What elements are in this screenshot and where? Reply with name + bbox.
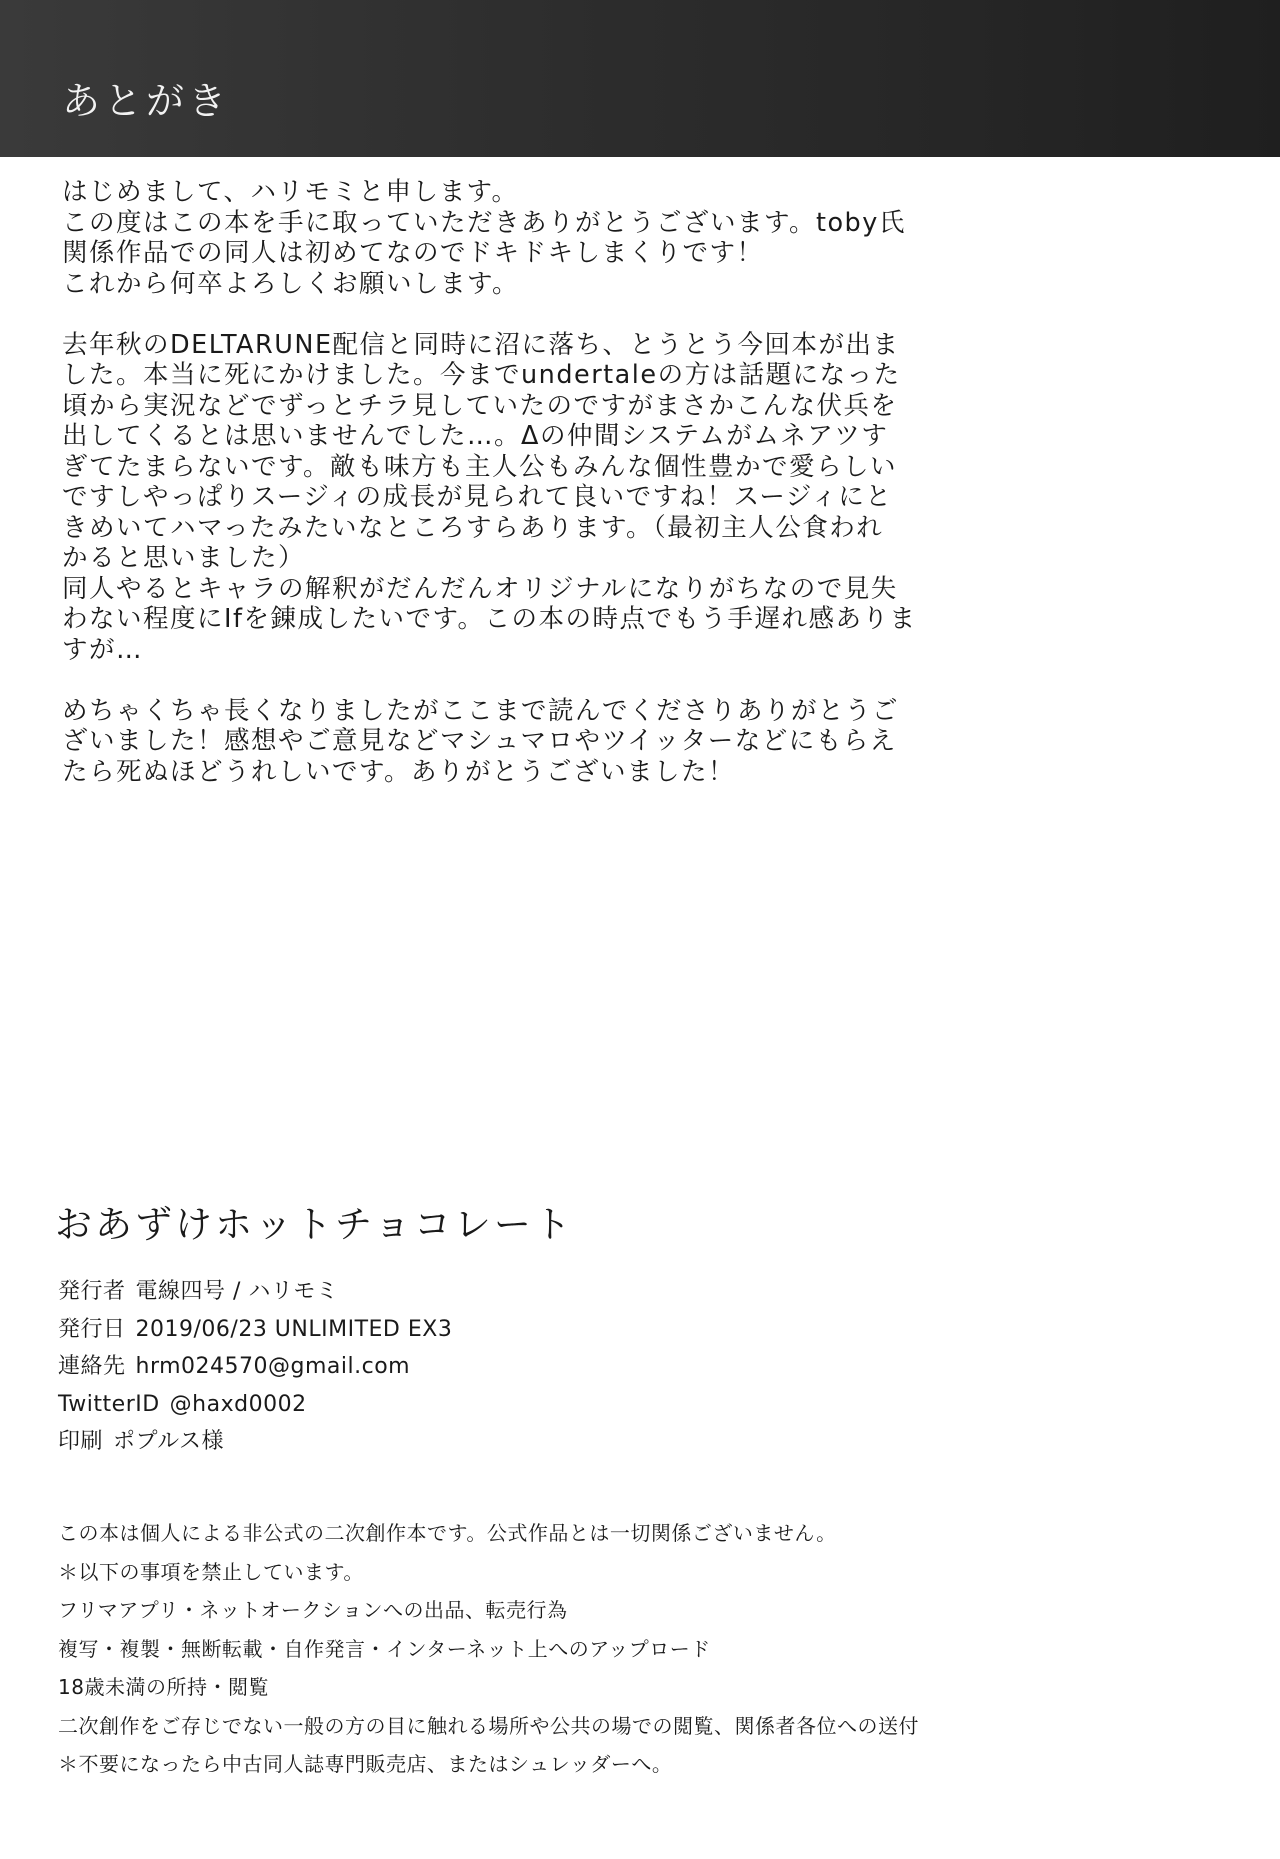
afterword-paragraph-3: [62, 696, 1232, 788]
text-line: 頃から実況などでずっとチラ見していたのですがまさかこんな伏兵を: [62, 390, 898, 421]
colophon-label: 連絡先: [58, 1354, 126, 1379]
colophon-row-date: [58, 1311, 452, 1349]
colophon-label: TwitterID: [58, 1391, 160, 1417]
colophon-row-printer: [58, 1423, 452, 1461]
book-title: おあずけホットチョコレート: [55, 1203, 574, 1246]
text-line: 出してくるとは思いませんでした…。Δの仲間システムがムネアツす: [62, 421, 889, 451]
colophon: [58, 1273, 452, 1461]
colophon-label: 発行日: [58, 1316, 126, 1342]
afterword-paragraph-2: [62, 330, 1232, 666]
text-line: 同人やるとキャラの解釈がだんだんオリジナルになりがちなので見失: [62, 573, 898, 604]
colophon-label: 印刷: [58, 1429, 104, 1454]
section-title: あとがき: [62, 79, 231, 123]
colophon-row-contact: [58, 1348, 452, 1386]
text-line: かると思いました）: [62, 543, 306, 573]
colophon-row-publisher: [58, 1273, 452, 1311]
text-line: きめいてハマったみたいなところすらあります。（最初主人公食われ: [62, 512, 884, 543]
paragraph-gap: [62, 665, 1232, 696]
notice-line: 複写・複製・無断転載・自作発言・インターネット上へのアップロード: [58, 1636, 711, 1661]
colophon-label: 発行者: [58, 1279, 126, 1304]
text-line: ですしやっぱりスージィの成長が見られて良いですね！スージィにと: [62, 482, 893, 512]
header-band: [0, 0, 1280, 157]
notice-line: この本は個人による非公式の二次創作本です。公式作品とは一切関係ございません。: [58, 1521, 837, 1545]
notice-line: ＊以下の事項を禁止しています。: [58, 1559, 364, 1584]
text-line: ざいました！感想やご意見などマシュマロやツイッターなどにもらえ: [62, 726, 897, 756]
colophon-row-twitter: [58, 1386, 452, 1424]
notice-line: 18歳未満の所持・閲覧: [58, 1675, 269, 1699]
afterword-paragraph-1: [62, 177, 1232, 299]
colophon-value: ポプルス様: [113, 1429, 224, 1454]
paragraph-gap: [62, 299, 1232, 330]
text-line: すが…: [62, 634, 144, 665]
colophon-value: 2019/06/23 UNLIMITED EX3: [135, 1316, 453, 1342]
text-line: 関係作品での同人は初めてなのでドキドキしまくりです！: [62, 238, 764, 268]
colophon-value: 電線四号 / ハリモミ: [135, 1279, 339, 1304]
notice-line: ＊不要になったら中古同人誌専門販売店、またはシュレッダーへ。: [58, 1752, 673, 1776]
text-line: ぎてたまらないです。敵も味方も主人公もみんな個性豊かで愛らしい: [62, 451, 897, 482]
notice-section: [58, 1514, 919, 1784]
text-line: たら死ぬほどうれしいです。ありがとうございました！: [62, 756, 735, 787]
afterword-text: [62, 177, 1232, 787]
text-line: わない程度にIfを錬成したいです。この本の時点でもう手遅れ感ありま: [62, 604, 917, 634]
text-line: した。本当に死にかけました。今までundertaleの方は話題になった: [62, 360, 901, 390]
text-line: はじめまして、ハリモミと申します。: [62, 177, 519, 207]
colophon-value: @haxd0002: [169, 1391, 307, 1417]
text-line: この度はこの本を手に取っていただきありがとうございます。toby氏: [62, 207, 906, 238]
notice-line: 二次創作をご存じでない一般の方の目に触れる場所や公共の場での閲覧、関係者各位への送付: [58, 1713, 919, 1738]
text-line: 去年秋のDELTARUNE配信と同時に沼に落ち、とうとう今回本が出ま: [62, 329, 900, 360]
notice-line: フリマアプリ・ネットオークションへの出品、転売行為: [58, 1598, 568, 1622]
text-line: めちゃくちゃ長くなりましたがここまで読んでくださりありがとうご: [62, 695, 900, 726]
colophon-value: hrm024570@gmail.com: [135, 1354, 411, 1379]
text-line: これから何卒よろしくお願いします。: [62, 268, 519, 299]
